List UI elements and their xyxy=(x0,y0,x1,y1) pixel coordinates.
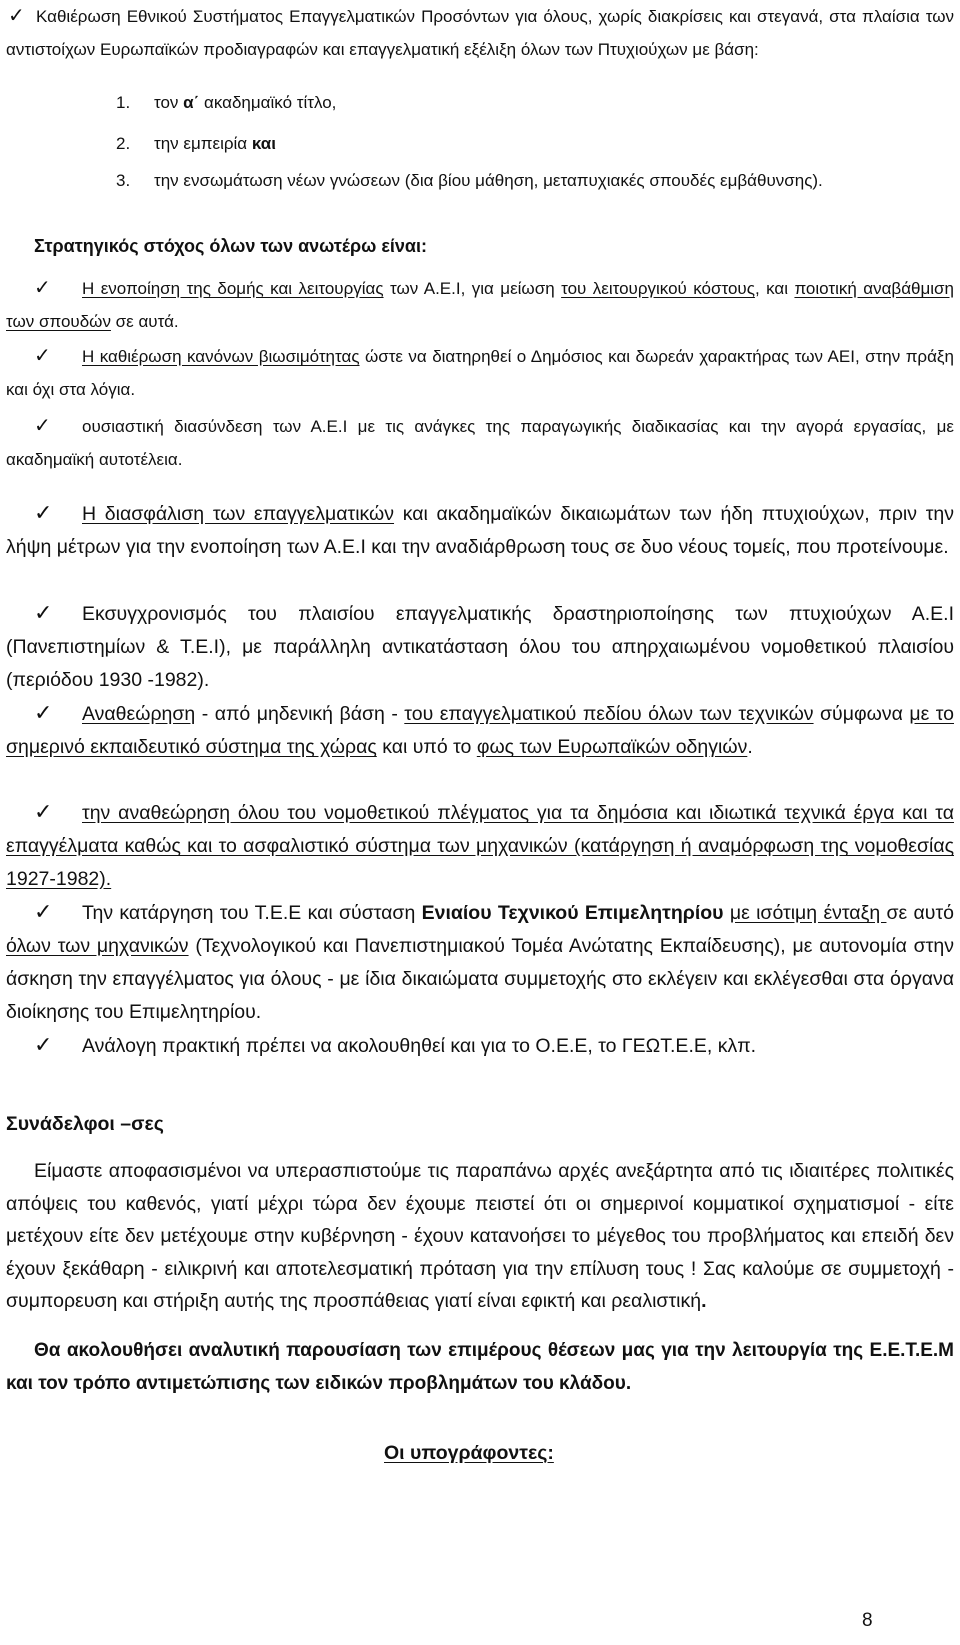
closing-paragraph: Θα ακολουθήσει αναλυτική παρουσίαση των επιμέρους θέσεων μας για την λειτουργία της Ε.Ε.Τ.Ε.Μ και τον τρόπο αντιμετώπισης των ειδικών προβλημάτων του κλάδου. xyxy=(6,1340,954,1394)
colleagues-body: Είμαστε αποφασισμένοι να υπερασπιστούμε τις παραπάνω αρχές ανεξάρτητα από τις ιδιαιτέρες πολιτικές απόψεις του καθενός, γιατί μέχρι τώρα δεν έχουμε πειστεί ότι οι σημερινοί κομματικοί σχηματισμοί - είτε μετέχουν είτε δεν μετέχουμε στην κυβέρνηση - έχουν κατανοήσει το μέγεθος του προβλήματος και επειδή δεν έχουν ξεκάθαρη - ειλικρινή και αποτελεσματική πρόταση για την επίλυση τους ! Σας καλούμε σε συμμετοχή - συμπορευση και στήριξη αυτής της προσπάθειας γιατί είναι εφικτή και ρεαλιστική. xyxy=(6,1160,954,1312)
check-item-1: ✓ Η διασφάλιση των επαγγελματικών και ακαδημαϊκών δικαιωμάτων των ήδη πτυχιούχων, πριν την λήψη μέτρων για την ενοποίηση των Α.Ε.Ι και την αναδιάρθρωση τους σε δυο νέους τομείς, που προτείνουμε. xyxy=(6,496,954,564)
goal-item-1: ✓ Η ενοποίηση της δομής και λειτουργίας των Α.Ε.Ι, για μείωση του λειτουργικού κόστους, και ποιοτική αναβάθμιση των σπουδών σε αυτά. xyxy=(6,272,954,338)
check-item-5: ✓ Την κατάργηση του Τ.Ε.Ε και σύσταση Ενιαίου Τεχνικού Επιμελητηρίου με ισότιμη ένταξη σε αυτό όλων των μηχανικών (Τεχνολογικού και Πανεπιστημιακού Τομέα Ανώτατης Εκπαίδευσης), με αυτονομία στην άσκηση την επαγγέλματος για όλους - με ίδια δικαιώματα συμμετοχής στο εκλέγειν και εκλέγεσθαι στα όργανα διοίκησης του Επιμελητηρίου. xyxy=(6,895,954,1029)
check-icon: ✓ xyxy=(8,5,25,27)
goal-item-3: ✓ ουσιαστική διασύνδεση των Α.Ε.Ι με τις ανάγκες της παραγωγικής διαδικασίας και την αγορά εργασίας, με ακαδημαϊκή αυτοτέλεια. xyxy=(6,410,954,476)
numbered-item-1: 1. τον α΄ ακαδημαϊκό τίτλο, xyxy=(6,86,954,119)
check-icon: ✓ xyxy=(34,415,51,437)
check-item-4: ✓ την αναθεώρηση όλου του νομοθετικού πλέγματος για τα δημόσια και ιδιωτικά τεχνικά έργα και τα επαγγέλματα καθώς και το ασφαλιστικό σύστημα των μηχανικών (κατάργηση ή αναμόρφωση της νομοθεσίας 1927-1982). xyxy=(6,795,954,896)
intro-text: Καθιέρωση Εθνικού Συστήματος Επαγγελματικών Προσόντων για όλους, χωρίς διακρίσεις και στεγανά, στα πλαίσια των αντιστοίχων Ευρωπαϊκών προδιαγραφών και επαγγελματική εξέλιξη όλων των Πτυχιούχων με βάση: xyxy=(6,7,954,59)
check-icon: ✓ xyxy=(34,1032,53,1057)
page-number: 8 xyxy=(862,1610,873,1631)
numbered-item-2: 2. την εμπειρία και xyxy=(6,127,954,160)
check-item-6: ✓ Ανάλογη πρακτική πρέπει να ακολουθηθεί και για το Ο.Ε.Ε, το ΓΕΩΤ.Ε.Ε, κλπ. xyxy=(6,1028,954,1063)
intro-paragraph xyxy=(6,0,954,66)
item-number: 1. xyxy=(116,93,131,112)
check-icon: ✓ xyxy=(34,799,53,824)
numbered-item-3: 3. την ενσωμάτωση νέων γνώσεων (δια βίου μάθηση, μεταπυχιακές σπουδές εμβάθυνσης). xyxy=(6,164,954,197)
item-number: 3. xyxy=(116,171,131,190)
colleagues-heading: Συνάδελφοι –σες xyxy=(6,1113,164,1135)
check-icon: ✓ xyxy=(34,277,51,299)
check-icon: ✓ xyxy=(34,345,51,367)
check-icon: ✓ xyxy=(34,899,53,924)
check-item-2: ✓ Εκσυγχρονισμός του πλαισίου επαγγελματικής δραστηριοποίησης των πτυχιούχων Α.Ε.Ι (Πανεπιστημίων & Τ.Ε.Ι), με παράλληλη αντικατάσταση όλου του απηρχαιωμένου νομοθετικού πλαισίου (περιόδου 1930 -1982). xyxy=(6,596,954,697)
check-item-3: ✓ Αναθεώρηση - από μηδενική βάση - του επαγγελματικού πεδίου όλων των τεχνικών σύμφωνα με το σημερινό εκπαιδευτικό σύστημα της χώρας και υπό το φως των Ευρωπαϊκών οδηγιών. xyxy=(6,696,954,764)
goal-item-2: ✓ Η καθιέρωση κανόνων βιωσιμότητας ώστε να διατηρηθεί ο Δημόσιος και δωρεάν χαρακτήρας των ΑΕΙ, στην πράξη και όχι στα λόγια. xyxy=(6,340,954,406)
item-number: 2. xyxy=(116,134,131,153)
check-icon: ✓ xyxy=(34,600,53,625)
goal-heading: Στρατηγικός στόχος όλων των ανωτέρω είναι: xyxy=(34,236,427,256)
check-icon: ✓ xyxy=(34,500,53,525)
signatories-heading: Οι υπογράφοντες: xyxy=(384,1442,554,1464)
check-icon: ✓ xyxy=(34,700,53,725)
